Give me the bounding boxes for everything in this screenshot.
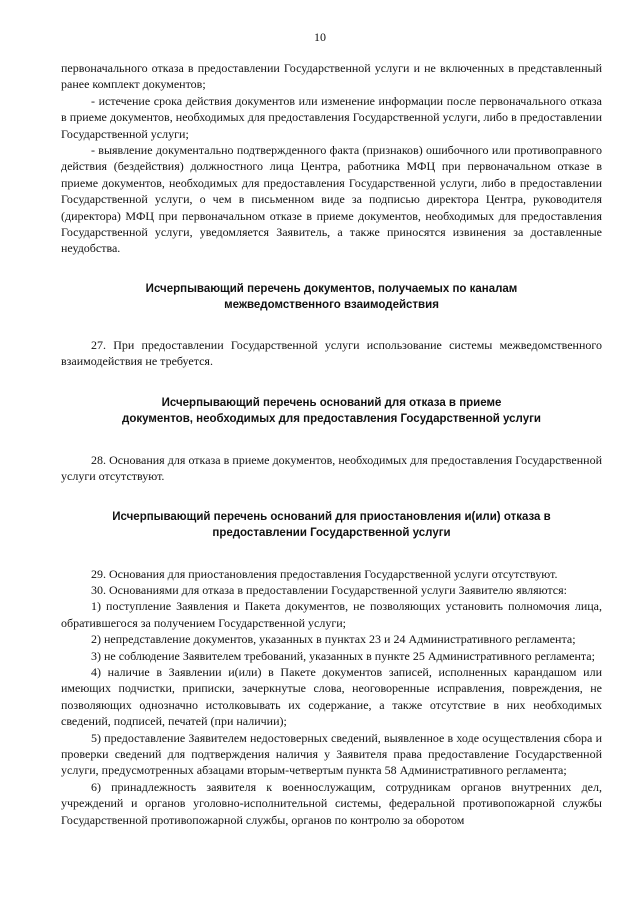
section-heading-refusal-acceptance bbox=[61, 395, 602, 427]
paragraph-28: 28. Основания для отказа в приеме документов, необходимых для предоставления Государственной услуги отсутствуют. bbox=[61, 452, 602, 484]
paragraph-continuation: первоначального отказа в предоставлении Государственной услуги и не включенных в представленный ранее комплект документов; bbox=[61, 61, 602, 92]
heading-line: предоставлении Государственной услуги bbox=[212, 526, 451, 539]
section-heading-interagency bbox=[61, 281, 602, 313]
heading-line: межведомственного взаимодействия bbox=[224, 298, 439, 311]
paragraph-29: 29. Основания для приостановления предоставления Государственной услуги отсутствуют. bbox=[91, 566, 558, 581]
section-heading-suspension-refusal bbox=[61, 509, 602, 541]
list-item-3: 3) не соблюдение Заявителем требований, указанных в пункте 25 Административного регламента; bbox=[91, 648, 595, 663]
heading-line: Исчерпывающий перечень документов, получаемых по каналам bbox=[145, 282, 518, 295]
list-item-2: 2) непредставление документов, указанных в пунктах 23 и 24 Административного регламента; bbox=[91, 632, 576, 647]
paragraph-30: 30. Основаниями для отказа в предоставлении Государственной услуги Заявителю являются: bbox=[91, 582, 567, 597]
paragraph-27: 27. При предоставлении Государственной услуги использование системы межведомственного взаимодействия не требуется. bbox=[61, 337, 602, 369]
list-item-5: 5) предоставление Заявителем недостоверных сведений, выявленное в ходе осуществления сбора и проверки сведений для подтверждения наличия у Заявителя права предоставление Государственной услуги, предусмотренных абзацами вторым-четвертым пункта 58 Административного регламента; bbox=[61, 730, 602, 778]
page-number: 10 bbox=[314, 30, 326, 44]
list-item-6: 6) принадлежность заявителя к военнослужащим, сотрудникам органов внутренних дел, учреждений и органов уголовно-исполнительной системы, федеральной противопожарной службы Государственной противопожарной службы, органов по контролю за оборотом bbox=[61, 779, 602, 827]
paragraph-error-detected: - выявление документально подтвержденного факта (признаков) ошибочного или противоправного действия (бездействия) должностного лица Центра, работника МФЦ при первоначальном отказе в приеме документов, необходимых для предоставления Государственной услуги, либо в предоставлении Государственной услуги, о чем в письменном виде за подписью директора Центра, руководителя (директора) МФЦ при первоначальном отказе в приеме документов, необходимых для предоставления Государственной услуги, уведомляется Заявитель, а также приносятся извинения за доставленные неудобства. bbox=[61, 143, 602, 256]
heading-line: Исчерпывающий перечень оснований для отказа в приеме bbox=[161, 396, 502, 409]
paragraph-expiry: - истечение срока действия документов или изменение информации после первоначального отказа в приеме документов, необходимых для предоставления Государственной услуги, либо в предоставлении Государственной услуги; bbox=[61, 93, 602, 141]
list-item-4: 4) наличие в Заявлении и(или) в Пакете документов записей, исполненных карандашом или имеющих подчистки, приписки, зачеркнутые слова, неоговоренные исправления, повреждения, не позволяющих однозначно истолковывать их содержание, а также отсутствие в них необходимых сведений, подписей, печатей (при наличии); bbox=[61, 664, 602, 729]
list-item-1: 1) поступление Заявления и Пакета документов, не позволяющих установить полномочия лица, обратившегося за получением Государственной услуги; bbox=[61, 599, 602, 630]
document-body bbox=[61, 60, 602, 828]
heading-line: документов, необходимых для предоставления Государственной услуги bbox=[122, 412, 541, 425]
heading-line: Исчерпывающий перечень оснований для приостановления и(или) отказа в bbox=[112, 510, 551, 523]
